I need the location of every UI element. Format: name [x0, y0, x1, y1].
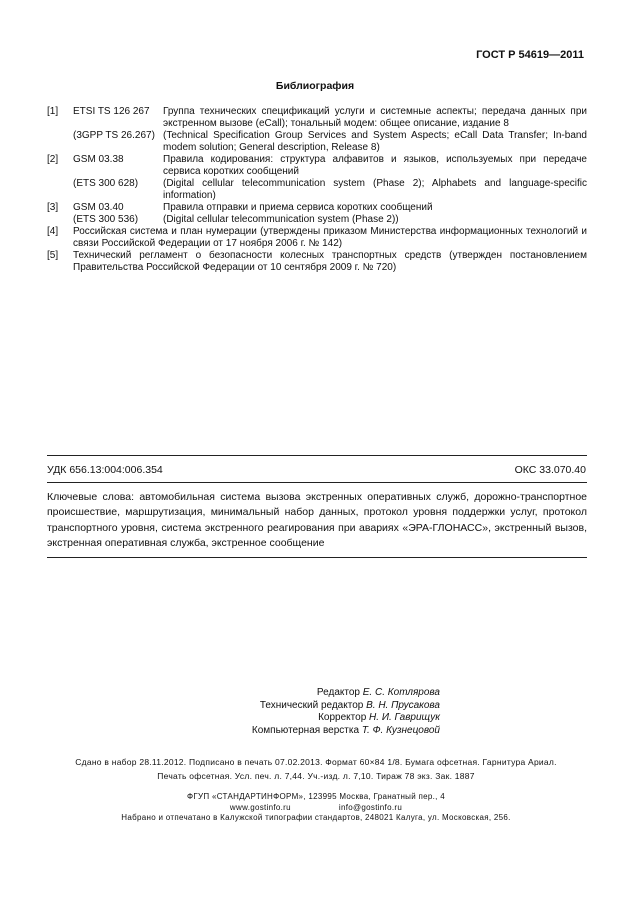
publisher-website: www.gostinfo.ru — [229, 802, 291, 812]
publisher-email: info@gostinfo.ru — [338, 802, 403, 812]
ref-title: (Technical Specification Group Services and System Aspects; eCall Data Transfer; In-band modem solution; General description, Release 8) — [163, 130, 587, 153]
print-details-line: Сдано в набор 28.11.2012. Подписано в печать 07.02.2013. Формат 60×84 1/8. Бумага офсетная. Гарнитура Ариал. — [75, 757, 557, 767]
ref-title: Правила кодирования: структура алфавитов и языков, используемых при передаче сервиса коротких сообщений — [163, 154, 587, 177]
ref-number — [47, 214, 73, 226]
bibliography-row — [47, 202, 587, 214]
ref-code: (3GPP TS 26.267) — [73, 130, 155, 141]
ref-title: Технический регламент о безопасности колесных транспортных средств (утвержден постановлением Правительства Российской Федерации от 10 сентября 2009 г. № 720) — [73, 250, 587, 273]
ref-code: (ETS 300 536) — [73, 214, 139, 225]
ref-code: ETSI TS 126 267 — [73, 106, 150, 117]
ref-code: GSM 03.40 — [73, 202, 124, 213]
ref-number: [1] — [47, 106, 59, 117]
ref-number — [47, 130, 73, 154]
staff-line — [150, 687, 440, 700]
staff-role: Корректор — [318, 712, 367, 724]
ref-title: Правила отправки и приема сервиса коротких сообщений — [163, 202, 433, 213]
staff-name: В. Н. Прусакова — [366, 699, 440, 711]
publisher-info — [45, 792, 587, 824]
ref-title: (Digital cellular telecommunication system (Phase 2); Alphabets and language-specific information) — [163, 178, 587, 201]
print-details — [45, 755, 587, 783]
bibliography-row — [47, 130, 587, 154]
ref-title: Российская система и план нумерации (утверждены приказом Министерства информационных технологий и связи Российской Федерации от 17 ноября 2006 г. № 142) — [73, 226, 587, 249]
standard-code: ГОСТ Р 54619—2011 — [476, 49, 584, 61]
bibliography-row — [47, 106, 587, 130]
bibliography-row — [47, 214, 587, 226]
publisher-contacts — [45, 803, 587, 814]
keywords-paragraph: Ключевые слова: автомобильная система вызова экстренных оперативных служб, дорожно-транспортное происшествие, маршрутизация, минимальный набор данных, протокол уровня поддержки услуг, протокол транспортного уровня, система экстренного реагирования при авариях «ЭРА-ГЛОНАСС», экстренный вызов, экстренная оперативная служба, экстренное сообщение — [47, 491, 587, 550]
divider-middle — [47, 482, 587, 483]
staff-line — [150, 725, 440, 738]
divider-top — [47, 455, 587, 456]
ref-number: [2] — [47, 154, 59, 165]
udk-code: УДК 656.13:004:006.354 — [47, 464, 163, 476]
bibliography-row — [47, 226, 587, 250]
ref-number: [5] — [47, 250, 59, 261]
bibliography-table — [47, 106, 587, 274]
bibliography-row — [47, 250, 587, 274]
bibliography-title: Библиография — [275, 80, 355, 92]
staff-role: Технический редактор — [259, 699, 364, 711]
bibliography-row — [47, 178, 587, 202]
ref-number — [47, 178, 73, 202]
staff-name: Т. Ф. Кузнецовой — [361, 724, 440, 736]
staff-credits — [150, 687, 440, 737]
ref-number: [4] — [47, 226, 59, 237]
ref-title: (Digital cellular telecommunication system (Phase 2)) — [163, 214, 399, 225]
staff-role: Компьютерная верстка — [251, 724, 360, 736]
ref-code: GSM 03.38 — [73, 154, 124, 165]
staff-role: Редактор — [316, 687, 360, 698]
print-details-line: Печать офсетная. Усл. печ. л. 7,44. Уч.-изд. л. 7,10. Тираж 78 экз. Зак. 1887 — [157, 771, 475, 781]
staff-name: Е. С. Котлярова — [362, 687, 440, 698]
oks-code: ОКС 33.070.40 — [514, 464, 586, 476]
staff-line — [150, 700, 440, 713]
ref-title: Группа технических спецификаций услуги и системные аспекты; передача данных при экстренном вызове (eCall); тональный модем: общее описание, издание 8 — [163, 106, 587, 129]
printing-house: Набрано и отпечатано в Калужской типографии стандартов, 248021 Калуга, ул. Московская, 256. — [121, 813, 511, 822]
bibliography-row — [47, 154, 587, 178]
ref-number: [3] — [47, 202, 59, 213]
staff-line — [150, 712, 440, 725]
publisher-address: ФГУП «СТАНДАРТИНФОРМ», 123995 Москва, Гранатный пер., 4 — [187, 792, 445, 801]
ref-code: (ETS 300 628) — [73, 178, 139, 189]
staff-name: Н. И. Гаврищук — [369, 712, 440, 724]
divider-bottom — [47, 557, 587, 558]
